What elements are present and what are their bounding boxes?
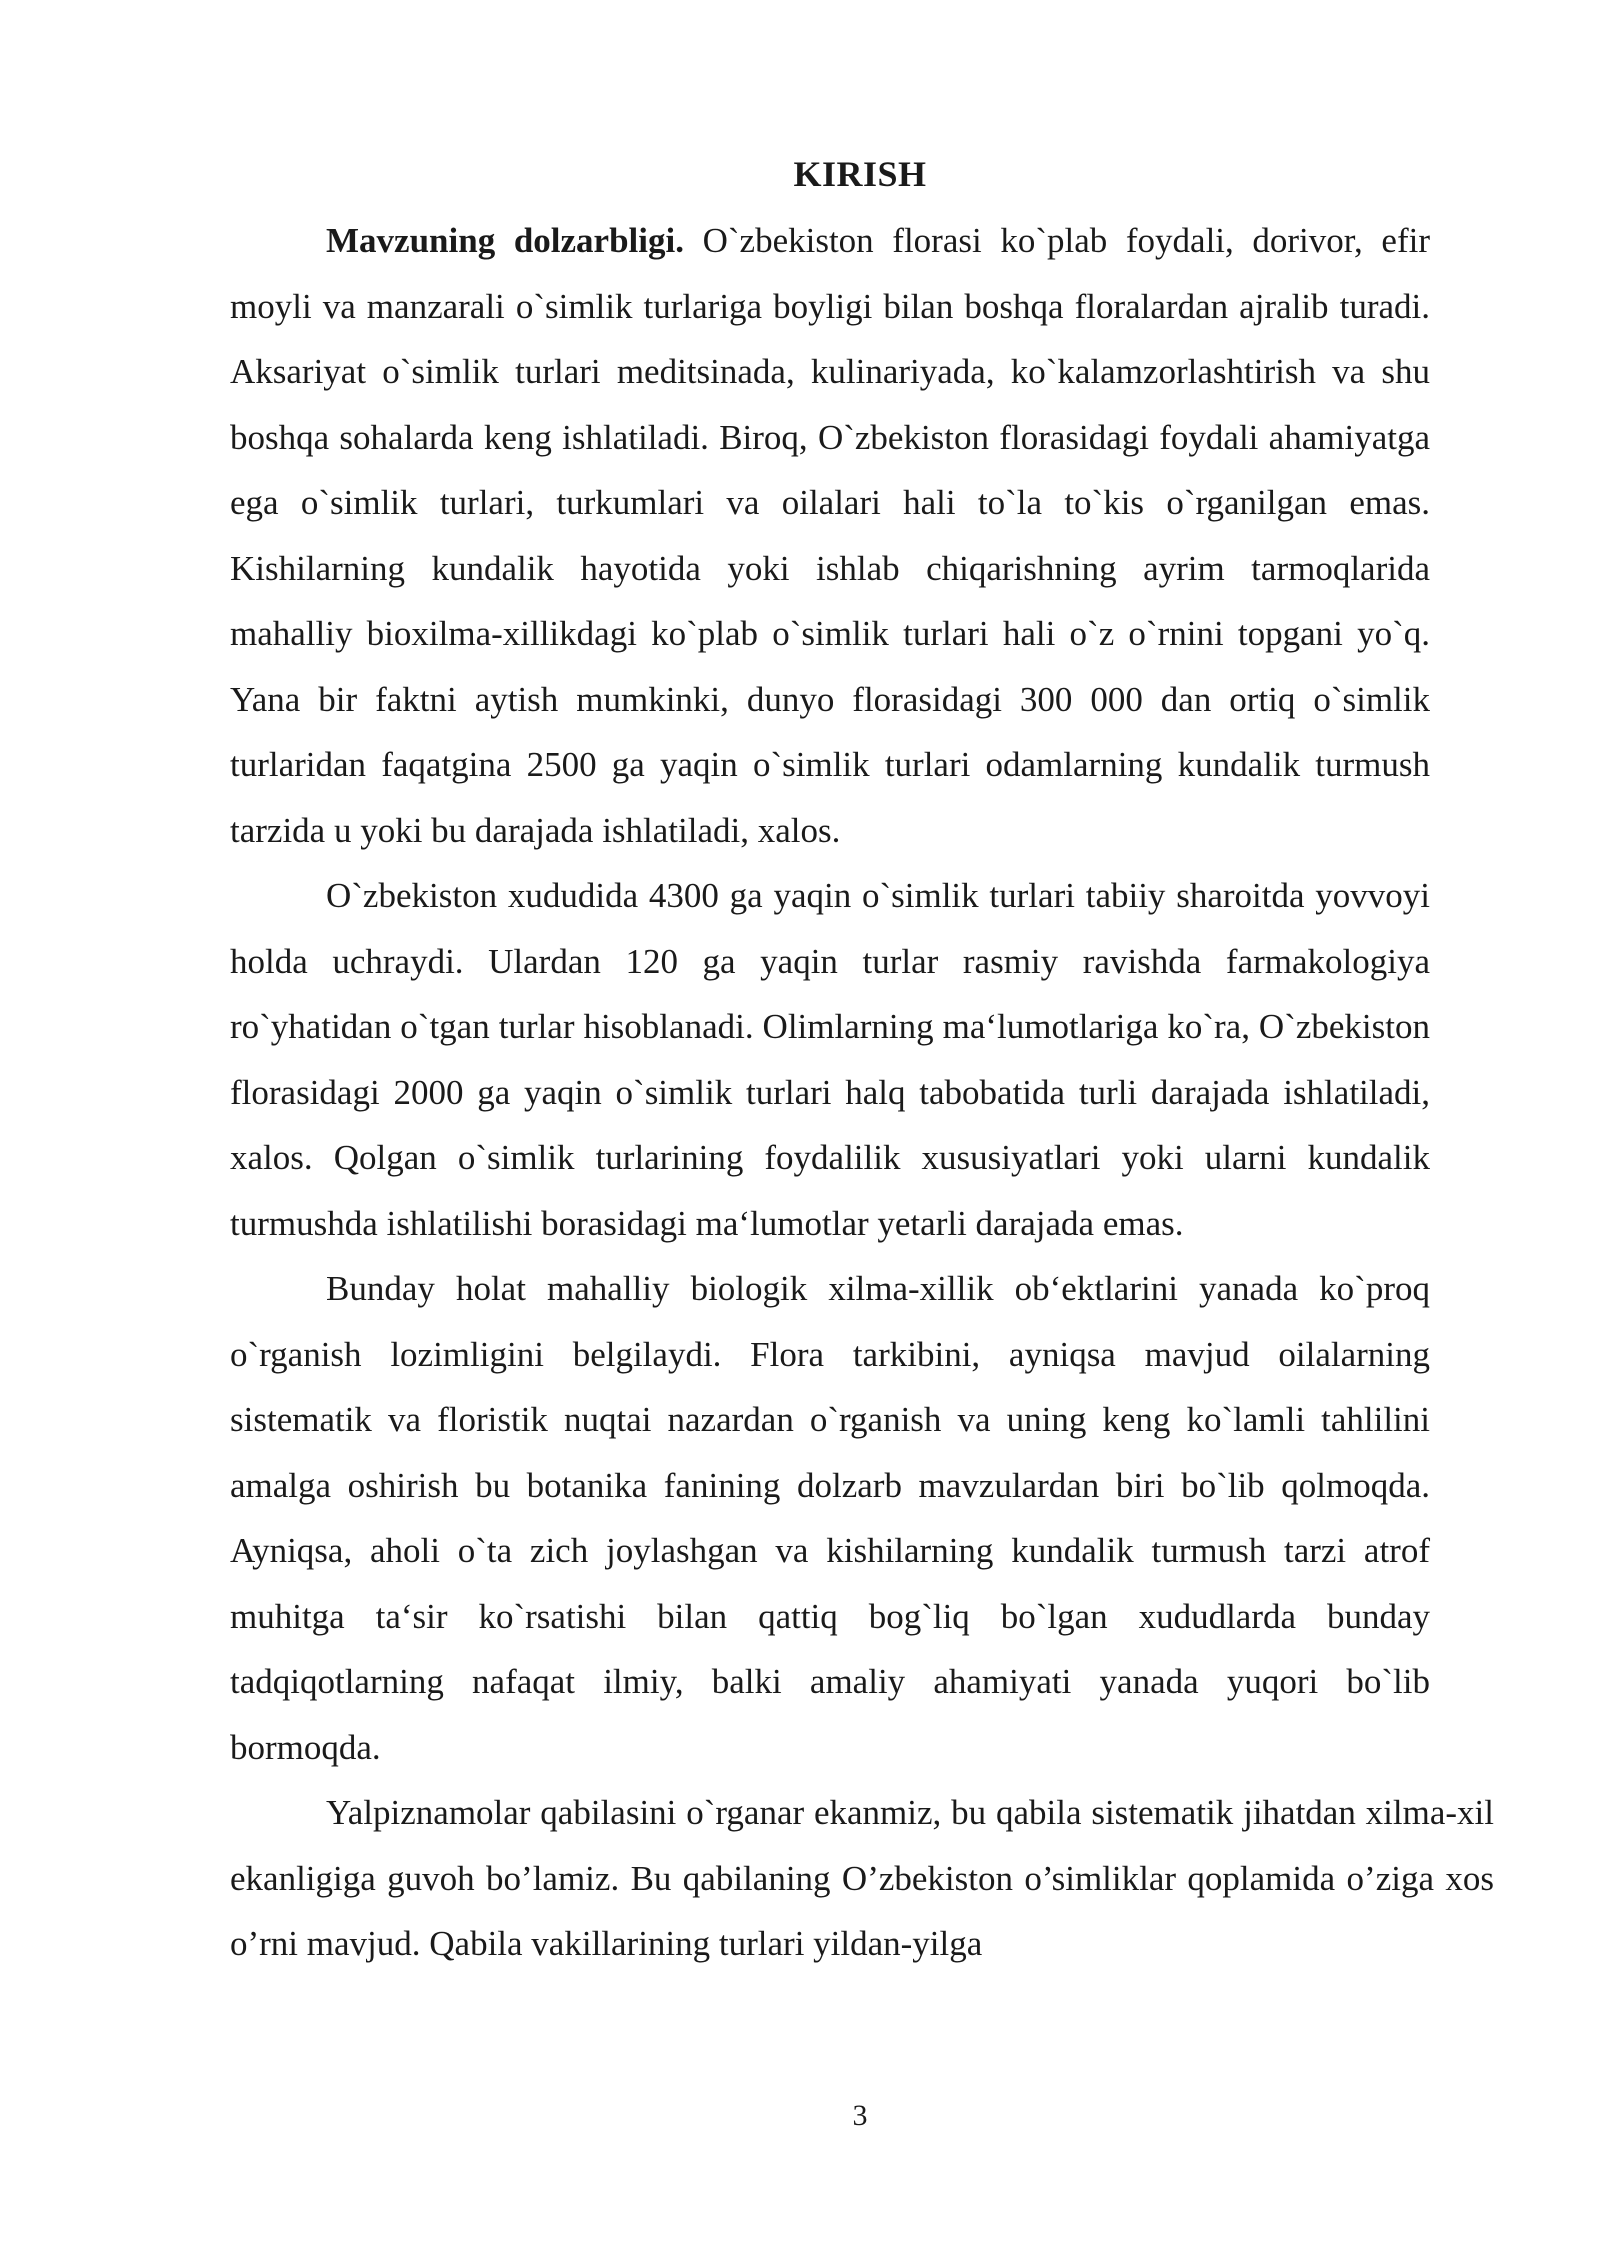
body-text xyxy=(230,208,1494,1977)
paragraph-relevance xyxy=(230,208,1430,863)
section-title: KIRISH xyxy=(793,154,927,194)
paragraph-lamiaceae: Yalpiznamolar qabilasini o`rganar ekanmiz, bu qabila sistematik jihatdan xilma-xil ekanligiga guvoh bo’lamiz. Bu qabilaning O’zbekiston o’simliklar qoplamida o’ziga xos o’rni mavjud. Qabila vakillarining turlari yildan-yilga xyxy=(230,1793,1494,1963)
paragraph-lead: Mavzuning dolzarbligi. xyxy=(326,221,684,260)
page-number: 3 xyxy=(852,2099,868,2132)
paragraph-biodiversity: Bunday holat mahalliy biologik xilma-xillik ob‘ektlarini yanada ko`proq o`rganish lozimligini belgilaydi. Flora tarkibini, ayniqsa mavjud oilalarning sistematik va floristik nuqtai nazardan o`rganish va uning keng ko`lamli tahlilini amalga oshirish bu botanika fanining dolzarb mavzulardan biri bo`lib qolmoqda. Ayniqsa, aholi o`ta zich joylashgan va kishilarning kundalik turmush tarzi atrof muhitga ta‘sir ko`rsatishi bilan qattiq bog`liq bo`lgan xududlarda bunday tadqiqotlarning nafaqat ilmiy, balki amaliy ahamiyati yanada yuqori bo`lib bormoqda. xyxy=(230,1269,1430,1767)
paragraph-text: O`zbekiston florasi ko`plab foydali, dorivor, efir moyli va manzarali o`simlik turlariga boyligi bilan boshqa floralardan ajralib turadi. Aksariyat o`simlik turlari meditsinada, kulinariyada, ko`kalamzorlashtirish va shu boshqa sohalarda keng ishlatiladi. Biroq, O`zbekiston florasidagi foydali ahamiyatga ega o`simlik turlari, turkumlari va oilalari hali to`la to`kis o`rganilgan emas. Kishilarning kundalik hayotida yoki ishlab chiqarishning ayrim tarmoqlarida mahalliy bioxilma-xillikdagi ko`plab o`simlik turlari hali o`z o`rnini topgani yo`q. Yana bir faktni aytish mumkinki, dunyo florasidagi 300 000 dan ortiq o`simlik turlaridan faqatgina 2500 ga yaqin o`simlik turlari odamlarning kundalik turmush tarzida u yoki bu darajada ishlatiladi, xalos. xyxy=(230,221,1430,850)
paragraph-uzbekistan-flora: O`zbekiston xududida 4300 ga yaqin o`simlik turlari tabiiy sharoitda yovvoyi holda uchraydi. Ulardan 120 ga yaqin turlar rasmiy ravishda farmakologiya ro`yhatidan o`tgan turlar hisoblanadi. Olimlarning ma‘lumotlariga ko`ra, O`zbekiston florasidagi 2000 ga yaqin o`simlik turlari halq tabobatida turli darajada ishlatiladi, xalos. Qolgan o`simlik turlarining foydalilik xususiyatlari yoki ularni kundalik turmushda ishlatilishi borasidagi ma‘lumotlar yetarli darajada emas. xyxy=(230,876,1430,1243)
